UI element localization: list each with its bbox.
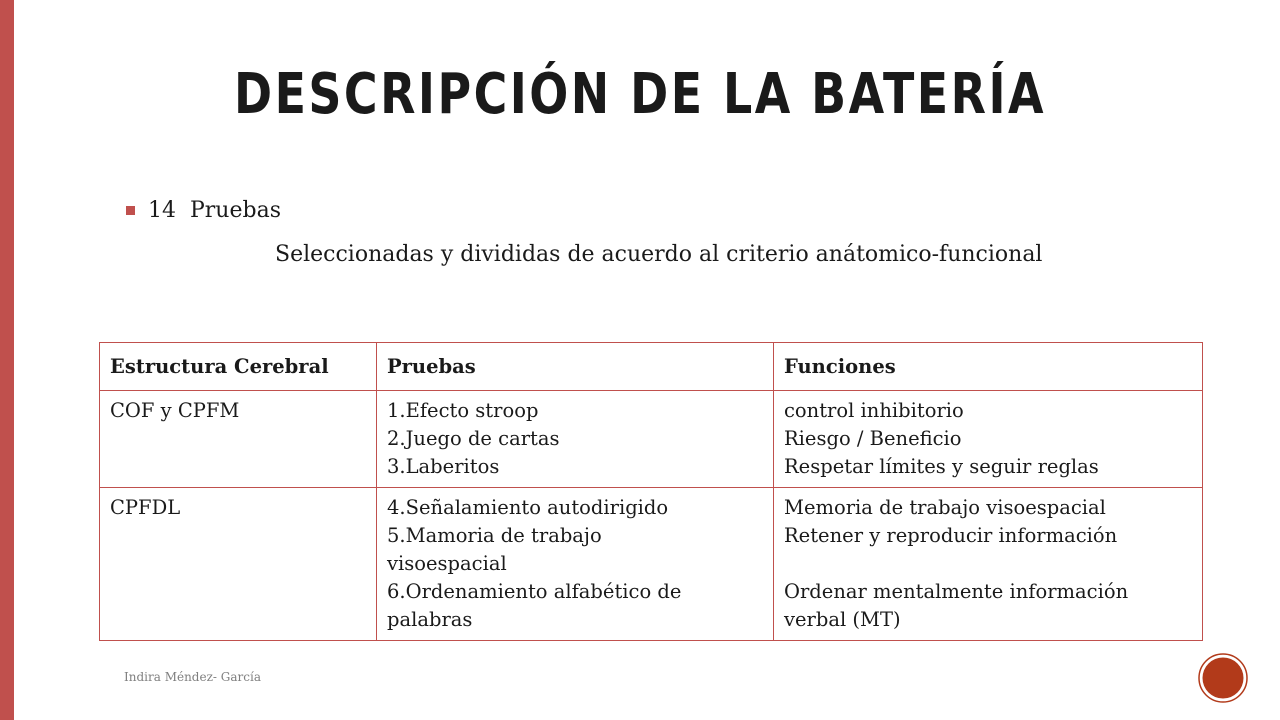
- cell-line: Ordenar mentalmente información: [784, 580, 1129, 603]
- cell-funciones: [774, 391, 1203, 488]
- battery-table: [99, 342, 1203, 641]
- cell-line: 4.Señalamiento autodirigido: [387, 496, 669, 519]
- table-header-row: [100, 343, 1203, 391]
- cell-line: Riesgo / Beneficio: [784, 427, 962, 450]
- accent-bar: [0, 0, 14, 720]
- cell-estructura: COF y CPFM: [100, 391, 377, 488]
- bullet-subtext: Seleccionadas y divididas de acuerdo al criterio anátomico-funcional: [275, 242, 1043, 267]
- bullet-item: [126, 198, 281, 223]
- cell-pruebas: [377, 488, 774, 641]
- footer-author: Indira Méndez- García: [124, 670, 261, 684]
- header-funciones: Funciones: [774, 343, 1203, 391]
- cell-line: 6.Ordenamiento alfabético de: [387, 580, 682, 603]
- square-bullet-icon: [126, 206, 135, 215]
- cell-line: [784, 550, 1192, 578]
- slide-title: DESCRIPCIÓN DE LA BATERÍA: [233, 62, 1047, 127]
- cell-line: 1.Efecto stroop: [387, 399, 539, 422]
- bullet-text: 14 Pruebas: [148, 198, 281, 223]
- cell-line: 5.Mamoria de trabajo: [387, 524, 602, 547]
- header-estructura: Estructura Cerebral: [100, 343, 377, 391]
- cell-line: 2.Juego de cartas: [387, 427, 560, 450]
- cell-line: Respetar límites y seguir reglas: [784, 455, 1099, 478]
- cell-line: control inhibitorio: [784, 399, 964, 422]
- cell-line: visoespacial: [387, 552, 507, 575]
- cell-estructura: CPFDL: [100, 488, 377, 641]
- cell-line: 3.Laberitos: [387, 455, 500, 478]
- cell-line: Retener y reproducir información: [784, 524, 1118, 547]
- cell-line: verbal (MT): [784, 608, 901, 631]
- cell-pruebas: [377, 391, 774, 488]
- table-row: [100, 391, 1203, 488]
- cell-funciones: [774, 488, 1203, 641]
- header-pruebas: Pruebas: [377, 343, 774, 391]
- circle-badge-icon: [1198, 653, 1248, 703]
- cell-line: palabras: [387, 608, 473, 631]
- table-row: [100, 488, 1203, 641]
- cell-line: Memoria de trabajo visoespacial: [784, 496, 1106, 519]
